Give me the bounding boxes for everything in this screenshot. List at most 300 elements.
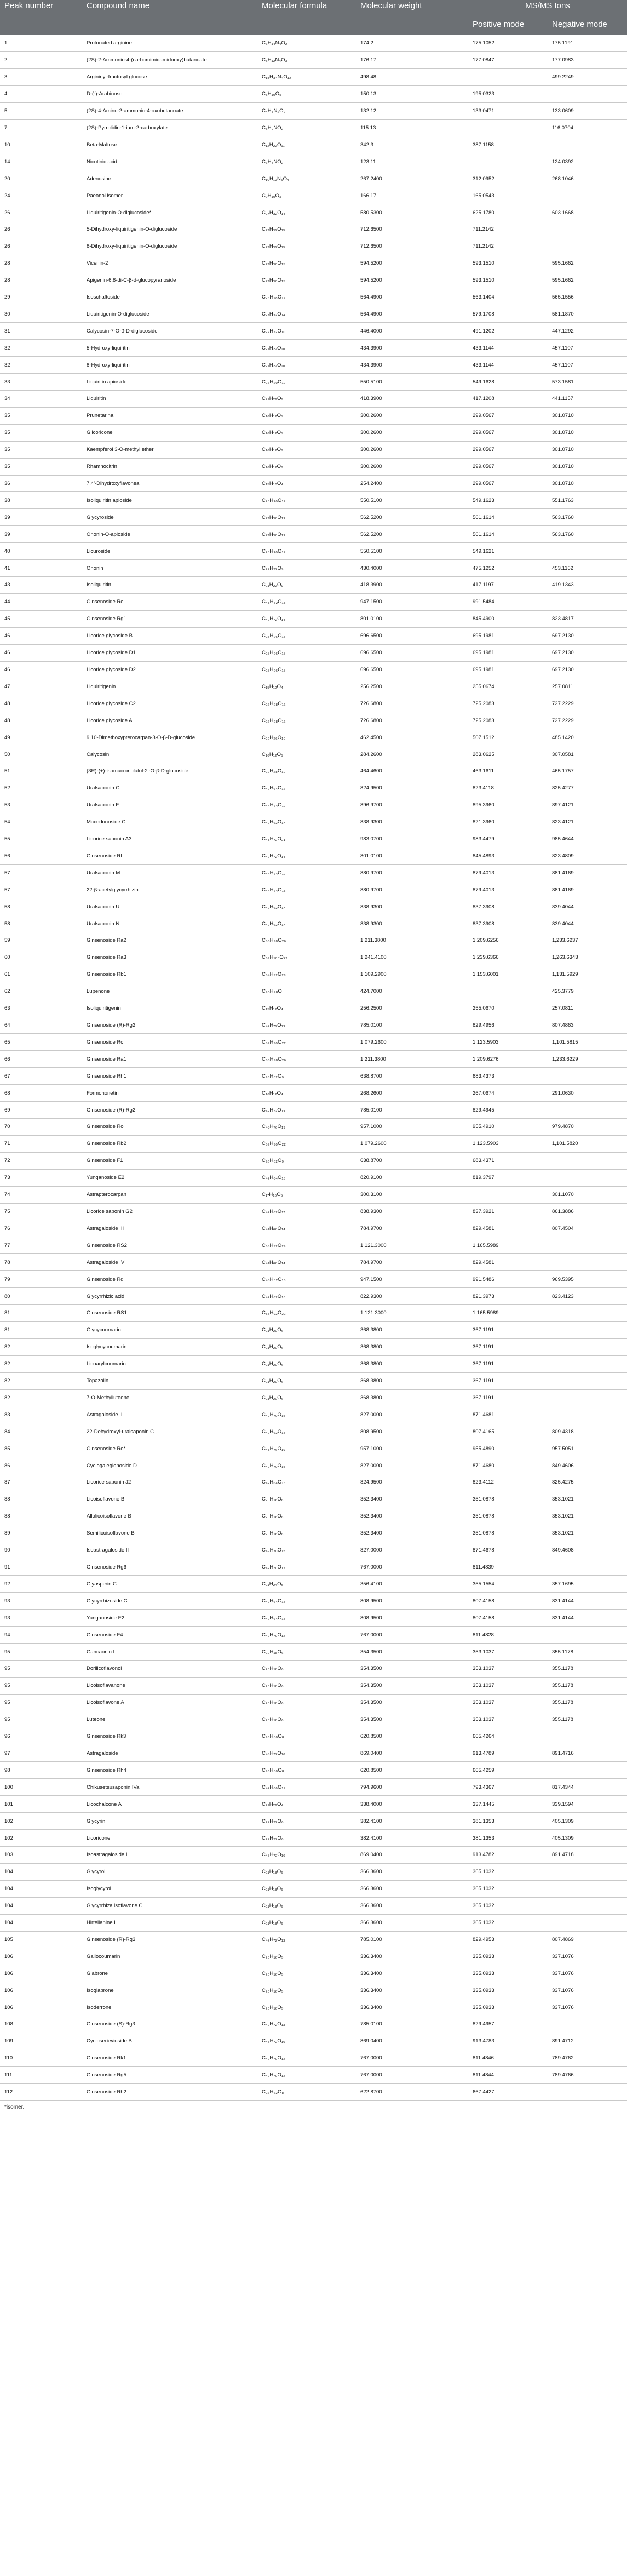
cell-peak-number: 46: [0, 627, 82, 644]
cell-positive-mode: 819.3797: [468, 1169, 548, 1186]
cell-molecular-formula: C₁₂H₂₂O₁₁: [257, 136, 356, 153]
table-row: [0, 1254, 627, 1271]
cell-peak-number: 98: [0, 1762, 82, 1779]
cell-molecular-weight: 957.1000: [356, 1119, 468, 1136]
cell-molecular-weight: 820.9100: [356, 1169, 468, 1186]
cell-positive-mode: 353.1037: [468, 1694, 548, 1711]
table-row: [0, 1745, 627, 1762]
cell-peak-number: 67: [0, 1068, 82, 1085]
cell-peak-number: 91: [0, 1559, 82, 1576]
cell-positive-mode: 793.4367: [468, 1779, 548, 1796]
cell-negative-mode: 124.0392: [548, 153, 627, 170]
cell-negative-mode: [548, 1102, 627, 1119]
table-row: [0, 797, 627, 814]
cell-molecular-formula: C₄₂H₆₄O₁₅: [257, 1610, 356, 1627]
cell-molecular-weight: 594.5200: [356, 255, 468, 272]
cell-negative-mode: 979.4870: [548, 1119, 627, 1136]
cell-compound-name: Licorice saponin G2: [82, 1203, 257, 1220]
cell-molecular-weight: 824.9500: [356, 1474, 468, 1491]
cell-compound-name: Cycloserievioside B: [82, 2033, 257, 2050]
cell-molecular-formula: C₁₆H₁₂O₅: [257, 746, 356, 763]
cell-positive-mode: 475.1252: [468, 560, 548, 577]
cell-compound-name: Uralsaponin M: [82, 865, 257, 881]
cell-molecular-weight: 785.0100: [356, 1017, 468, 1034]
cell-negative-mode: 823.4817: [548, 610, 627, 627]
cell-peak-number: 32: [0, 357, 82, 374]
cell-compound-name: Astragaloside III: [82, 1220, 257, 1237]
cell-peak-number: 81: [0, 1321, 82, 1338]
cell-molecular-weight: 354.3500: [356, 1644, 468, 1661]
cell-molecular-formula: C₄₂H₇₂O₁₃: [257, 1017, 356, 1034]
cell-compound-name: 8-Hydroxy-liquiritin: [82, 357, 257, 374]
cell-molecular-formula: C₂₇H₃₀O₁₃: [257, 509, 356, 526]
cell-peak-number: 68: [0, 1085, 82, 1102]
cell-positive-mode: 417.1197: [468, 577, 548, 594]
cell-negative-mode: [548, 1237, 627, 1254]
cell-positive-mode: 879.4013: [468, 865, 548, 881]
cell-negative-mode: [548, 1762, 627, 1779]
cell-positive-mode: 871.4680: [468, 1457, 548, 1474]
cell-molecular-weight: 562.5200: [356, 526, 468, 543]
cell-peak-number: 77: [0, 1237, 82, 1254]
cell-peak-number: 61: [0, 966, 82, 983]
cell-molecular-formula: C₄₂H₆₂O₁₇: [257, 1203, 356, 1220]
cell-positive-mode: 811.4846: [468, 2050, 548, 2066]
table-row: [0, 1406, 627, 1423]
table-row: [0, 1017, 627, 1034]
table-row: [0, 661, 627, 678]
cell-negative-mode: 807.4504: [548, 1220, 627, 1237]
cell-positive-mode: 593.1510: [468, 255, 548, 272]
cell-negative-mode: 301.0710: [548, 424, 627, 441]
cell-negative-mode: 985.4644: [548, 831, 627, 848]
table-row: [0, 1102, 627, 1119]
cell-peak-number: 106: [0, 1965, 82, 1982]
cell-peak-number: 34: [0, 391, 82, 408]
cell-molecular-formula: C₄₁H₆₈O₁₄: [257, 1220, 356, 1237]
cell-negative-mode: 861.3886: [548, 1203, 627, 1220]
cell-molecular-weight: 352.3400: [356, 1525, 468, 1542]
cell-compound-name: Ononin: [82, 560, 257, 577]
cell-compound-name: Calycosin: [82, 746, 257, 763]
cell-peak-number: 59: [0, 932, 82, 949]
cell-molecular-weight: 498.48: [356, 68, 468, 85]
cell-compound-name: Paeonol isomer: [82, 187, 257, 204]
header-molecular-weight: Molecular weight: [356, 0, 468, 35]
cell-positive-mode: [468, 983, 548, 1000]
cell-compound-name: Ginsenoside Re: [82, 593, 257, 610]
cell-peak-number: 62: [0, 983, 82, 1000]
cell-compound-name: Liquiritigenin-O-diglucoside*: [82, 204, 257, 221]
cell-positive-mode: 823.4112: [468, 1474, 548, 1491]
cell-compound-name: Calycosin-7-O-β-D-diglucoside: [82, 323, 257, 340]
cell-molecular-formula: C₂₀H₁₆O₅: [257, 1965, 356, 1982]
cell-positive-mode: 829.4957: [468, 2016, 548, 2033]
cell-compound-name: Astragaloside IV: [82, 1254, 257, 1271]
cell-molecular-weight: 712.6500: [356, 238, 468, 255]
cell-molecular-weight: 696.6500: [356, 627, 468, 644]
cell-peak-number: 80: [0, 1288, 82, 1305]
cell-peak-number: 48: [0, 695, 82, 712]
cell-peak-number: 58: [0, 898, 82, 915]
cell-peak-number: 93: [0, 1610, 82, 1627]
cell-peak-number: 88: [0, 1508, 82, 1525]
cell-positive-mode: 807.4165: [468, 1423, 548, 1440]
cell-negative-mode: 807.4863: [548, 1017, 627, 1034]
cell-positive-mode: 913.4782: [468, 1846, 548, 1863]
cell-peak-number: 102: [0, 1813, 82, 1830]
cell-compound-name: Ginsenoside RS2: [82, 1237, 257, 1254]
cell-peak-number: 4: [0, 85, 82, 102]
cell-compound-name: Glycyrrhiza isoflavone C: [82, 1897, 257, 1914]
cell-negative-mode: 823.4809: [548, 848, 627, 865]
cell-negative-mode: 825.4275: [548, 1474, 627, 1491]
table-row: [0, 1135, 627, 1152]
header-molecular-formula: Molecular formula: [257, 0, 356, 35]
cell-molecular-weight: 430.4000: [356, 560, 468, 577]
table-row: [0, 102, 627, 119]
cell-molecular-formula: C₂₇H₃₀O₁₅: [257, 255, 356, 272]
cell-positive-mode: 367.1191: [468, 1372, 548, 1389]
cell-molecular-formula: C₂₇H₃₂O₁₄: [257, 204, 356, 221]
table-row: [0, 68, 627, 85]
cell-positive-mode: 1,209.6276: [468, 1051, 548, 1068]
cell-positive-mode: 255.0670: [468, 1000, 548, 1017]
cell-compound-name: Ginsenoside (R)-Rg2: [82, 1102, 257, 1119]
cell-positive-mode: 711.2142: [468, 238, 548, 255]
cell-negative-mode: 353.1021: [548, 1508, 627, 1525]
cell-positive-mode: 807.4158: [468, 1593, 548, 1610]
cell-compound-name: Ononin-O-apioside: [82, 526, 257, 543]
cell-molecular-weight: 336.3400: [356, 1999, 468, 2016]
cell-compound-name: Ginsenoside F1: [82, 1152, 257, 1169]
cell-compound-name: Uralsaponin F: [82, 797, 257, 814]
cell-negative-mode: 551.1763: [548, 492, 627, 509]
cell-positive-mode: 549.1623: [468, 492, 548, 509]
cell-positive-mode: 177.0847: [468, 51, 548, 68]
cell-molecular-formula: C₅₃H₉₀O₂₂: [257, 1135, 356, 1152]
cell-peak-number: 30: [0, 306, 82, 323]
cell-compound-name: Ginsenoside Ra1: [82, 1051, 257, 1068]
cell-molecular-weight: 1,079.2600: [356, 1135, 468, 1152]
table-row: [0, 187, 627, 204]
cell-molecular-weight: 622.8700: [356, 2083, 468, 2100]
cell-molecular-weight: 354.3500: [356, 1694, 468, 1711]
cell-compound-name: Glycyrin: [82, 1813, 257, 1830]
cell-positive-mode: 195.0323: [468, 85, 548, 102]
cell-molecular-formula: C₃₅H₃₆O₁₅: [257, 644, 356, 661]
cell-molecular-formula: C₂₀H₁₈O₆: [257, 1711, 356, 1728]
cell-negative-mode: [548, 238, 627, 255]
cell-peak-number: 51: [0, 763, 82, 780]
cell-compound-name: Ginsenoside Rg1: [82, 610, 257, 627]
cell-compound-name: Glyasperin C: [82, 1576, 257, 1593]
table-row: [0, 2050, 627, 2066]
table-row: [0, 966, 627, 983]
cell-molecular-formula: C₂₁H₂₀O₆: [257, 1372, 356, 1389]
cell-positive-mode: 845.4893: [468, 848, 548, 865]
cell-molecular-weight: 336.3400: [356, 1965, 468, 1982]
cell-negative-mode: [548, 1169, 627, 1186]
table-row: [0, 932, 627, 949]
cell-negative-mode: 969.5395: [548, 1271, 627, 1288]
cell-peak-number: 3: [0, 68, 82, 85]
cell-molecular-weight: 767.0000: [356, 2066, 468, 2083]
cell-negative-mode: [548, 2016, 627, 2033]
table-row: [0, 577, 627, 594]
table-row: [0, 1559, 627, 1576]
cell-positive-mode: 913.4789: [468, 1745, 548, 1762]
cell-negative-mode: 447.1292: [548, 323, 627, 340]
cell-molecular-formula: C₅₃H₉₀O₂₂: [257, 1034, 356, 1051]
cell-molecular-weight: 638.8700: [356, 1068, 468, 1085]
cell-molecular-weight: 132.12: [356, 102, 468, 119]
cell-peak-number: 24: [0, 187, 82, 204]
cell-negative-mode: 465.1757: [548, 763, 627, 780]
cell-positive-mode: 879.4013: [468, 881, 548, 898]
table-row: [0, 1169, 627, 1186]
cell-compound-name: Ginsenoside Rg6: [82, 1559, 257, 1576]
cell-compound-name: Isoschaftoside: [82, 289, 257, 306]
table-row: [0, 357, 627, 374]
table-body: [0, 35, 627, 2100]
table-row: [0, 1051, 627, 1068]
table-row: [0, 1914, 627, 1931]
cell-negative-mode: 301.0710: [548, 475, 627, 492]
cell-negative-mode: [548, 2083, 627, 2100]
cell-positive-mode: 725.2083: [468, 712, 548, 729]
cell-negative-mode: 353.1021: [548, 1491, 627, 1508]
cell-compound-name: Yunganoside E2: [82, 1610, 257, 1627]
cell-peak-number: 106: [0, 1948, 82, 1965]
cell-compound-name: Cyclogalegionoside D: [82, 1457, 257, 1474]
cell-molecular-formula: C₅₅H₉₂O₂₃: [257, 1304, 356, 1321]
cell-positive-mode: 365.1032: [468, 1914, 548, 1931]
cell-molecular-weight: 1,241.4100: [356, 949, 468, 966]
cell-peak-number: 28: [0, 255, 82, 272]
cell-positive-mode: 283.0625: [468, 746, 548, 763]
table-row: [0, 1321, 627, 1338]
cell-negative-mode: 697.2130: [548, 644, 627, 661]
cell-positive-mode: 561.1614: [468, 509, 548, 526]
cell-positive-mode: 1,123.5903: [468, 1135, 548, 1152]
cell-molecular-formula: C₂₀H₁₈O₆: [257, 1644, 356, 1661]
cell-positive-mode: 667.4427: [468, 2083, 548, 2100]
cell-compound-name: (3R)-(+)-isomucronulatol-2'-O-β-D-glucoside: [82, 763, 257, 780]
cell-negative-mode: 337.1076: [548, 1948, 627, 1965]
cell-peak-number: 44: [0, 593, 82, 610]
cell-negative-mode: [548, 1914, 627, 1931]
cell-peak-number: 92: [0, 1576, 82, 1593]
cell-molecular-weight: 174.2: [356, 35, 468, 51]
cell-molecular-weight: 562.5200: [356, 509, 468, 526]
table-row: [0, 593, 627, 610]
cell-molecular-weight: 382.4100: [356, 1830, 468, 1847]
cell-positive-mode: 983.4479: [468, 831, 548, 848]
cell-negative-mode: [548, 136, 627, 153]
cell-negative-mode: 897.4121: [548, 797, 627, 814]
cell-molecular-weight: 1,121.3000: [356, 1237, 468, 1254]
cell-molecular-weight: 550.5100: [356, 374, 468, 391]
cell-molecular-weight: 767.0000: [356, 1559, 468, 1576]
table-row: [0, 1948, 627, 1965]
cell-positive-mode: 829.4953: [468, 1931, 548, 1948]
cell-compound-name: Ginsenoside RS1: [82, 1304, 257, 1321]
cell-molecular-formula: C₄₅H₇₂O₁₆: [257, 2033, 356, 2050]
cell-molecular-formula: C₅₈H₉₈O₂₆: [257, 1051, 356, 1068]
cell-positive-mode: 353.1037: [468, 1661, 548, 1678]
cell-molecular-formula: C₂₁H₁₈O₆: [257, 1914, 356, 1931]
cell-molecular-formula: C₁₀H₁₃N₅O₄: [257, 170, 356, 187]
cell-compound-name: Ginsenoside (R)-Rg2: [82, 1017, 257, 1034]
cell-peak-number: 43: [0, 577, 82, 594]
cell-molecular-weight: 284.2600: [356, 746, 468, 763]
cell-molecular-formula: C₂₀H₁₆O₆: [257, 1508, 356, 1525]
cell-peak-number: 31: [0, 323, 82, 340]
cell-compound-name: Astragaloside I: [82, 1745, 257, 1762]
cell-peak-number: 28: [0, 272, 82, 289]
cell-molecular-weight: 424.7000: [356, 983, 468, 1000]
cell-molecular-formula: C₃₅H₃₆O₁₅: [257, 661, 356, 678]
table-row: [0, 1661, 627, 1678]
table-row: [0, 1644, 627, 1661]
cell-peak-number: 35: [0, 458, 82, 475]
cell-negative-mode: [548, 1355, 627, 1372]
cell-compound-name: Uralsaponin C: [82, 780, 257, 797]
cell-molecular-weight: 880.9700: [356, 881, 468, 898]
cell-positive-mode: 365.1032: [468, 1863, 548, 1880]
cell-peak-number: 33: [0, 374, 82, 391]
cell-molecular-weight: 550.5100: [356, 492, 468, 509]
cell-compound-name: Licoisoflavanone: [82, 1677, 257, 1694]
table-row: [0, 35, 627, 51]
cell-compound-name: Ginsenoside (S)-Rg3: [82, 2016, 257, 2033]
cell-negative-mode: 301.0710: [548, 458, 627, 475]
cell-compound-name: Vicenin-2: [82, 255, 257, 272]
cell-molecular-formula: C₄₁H₆₈O₁₄: [257, 1254, 356, 1271]
cell-positive-mode: 821.3960: [468, 814, 548, 831]
cell-positive-mode: 811.4828: [468, 1627, 548, 1644]
cell-peak-number: 89: [0, 1525, 82, 1542]
cell-negative-mode: 697.2130: [548, 661, 627, 678]
cell-peak-number: 50: [0, 746, 82, 763]
cell-molecular-weight: 336.3400: [356, 1948, 468, 1965]
cell-molecular-formula: C₅H₁₂N₄O₃: [257, 51, 356, 68]
table-row: [0, 509, 627, 526]
cell-molecular-formula: C₄₄H₆₄O₁₈: [257, 881, 356, 898]
cell-peak-number: 85: [0, 1440, 82, 1457]
cell-molecular-formula: C₁₆H₁₂O₄: [257, 1085, 356, 1102]
cell-molecular-formula: C₄₂H₇₂O₁₃: [257, 1102, 356, 1119]
cell-negative-mode: [548, 1254, 627, 1271]
cell-molecular-weight: 550.5100: [356, 543, 468, 560]
cell-compound-name: Allolicoisoflavone B: [82, 1508, 257, 1525]
table-row: [0, 475, 627, 492]
table-row: [0, 2083, 627, 2100]
cell-compound-name: Licorice saponin J2: [82, 1474, 257, 1491]
cell-peak-number: 46: [0, 661, 82, 678]
cell-molecular-weight: 368.3800: [356, 1389, 468, 1406]
cell-compound-name: (2S)-4-Amino-2-ammonio-4-oxobutanoate: [82, 102, 257, 119]
cell-peak-number: 97: [0, 1745, 82, 1762]
cell-molecular-weight: 1,211.3800: [356, 1051, 468, 1068]
cell-molecular-formula: C₂₃H₂₆O₁₀: [257, 729, 356, 746]
cell-molecular-formula: C₂₀H₁₈O₆: [257, 1677, 356, 1694]
cell-molecular-weight: 352.3400: [356, 1491, 468, 1508]
cell-molecular-weight: 712.6500: [356, 221, 468, 238]
cell-molecular-weight: 785.0100: [356, 1931, 468, 1948]
cell-molecular-formula: C₂₂H₂₂O₆: [257, 1813, 356, 1830]
cell-positive-mode: 507.1512: [468, 729, 548, 746]
table-row: [0, 1119, 627, 1136]
cell-positive-mode: 1,165.5989: [468, 1304, 548, 1321]
cell-molecular-formula: C₂₁H₂₀O₆: [257, 1355, 356, 1372]
table-row: [0, 51, 627, 68]
table-row: [0, 543, 627, 560]
table-row: [0, 610, 627, 627]
cell-molecular-weight: 300.2600: [356, 441, 468, 458]
cell-positive-mode: 267.0674: [468, 1085, 548, 1102]
cell-molecular-weight: 564.4900: [356, 306, 468, 323]
cell-compound-name: 22-Dehydroxyl-uralsaponin C: [82, 1423, 257, 1440]
table-row: [0, 1034, 627, 1051]
cell-molecular-formula: C₄₈H₇₆O₁₉: [257, 1119, 356, 1136]
table-row: [0, 1389, 627, 1406]
table-row: [0, 1897, 627, 1914]
cell-negative-mode: 563.1760: [548, 509, 627, 526]
cell-positive-mode: 165.0543: [468, 187, 548, 204]
cell-molecular-formula: C₃₀H₄₈O: [257, 983, 356, 1000]
cell-positive-mode: 299.0567: [468, 458, 548, 475]
cell-molecular-formula: C₂₇H₃₀O₁₅: [257, 272, 356, 289]
cell-compound-name: 5-Dihydroxy-liquiritigenin-O-diglucoside: [82, 221, 257, 238]
cell-molecular-formula: C₄₅H₇₂O₁₆: [257, 1745, 356, 1762]
cell-molecular-weight: 827.0000: [356, 1406, 468, 1423]
cell-peak-number: 58: [0, 915, 82, 932]
cell-negative-mode: 257.0811: [548, 678, 627, 695]
table-row: [0, 391, 627, 408]
cell-positive-mode: 387.1158: [468, 136, 548, 153]
cell-positive-mode: 549.1628: [468, 374, 548, 391]
cell-compound-name: Isoglycycoumarin: [82, 1338, 257, 1355]
cell-negative-mode: [548, 1068, 627, 1085]
cell-molecular-formula: C₉H₁₀O₃: [257, 187, 356, 204]
cell-positive-mode: [468, 119, 548, 136]
cell-positive-mode: 351.0878: [468, 1525, 548, 1542]
cell-molecular-formula: C₂₀H₁₆O₅: [257, 1948, 356, 1965]
table-row: [0, 1542, 627, 1559]
cell-molecular-formula: C₂₆H₃₀O₁₃: [257, 492, 356, 509]
cell-negative-mode: 809.4318: [548, 1423, 627, 1440]
cell-peak-number: 109: [0, 2033, 82, 2050]
cell-compound-name: Licorice glycoside A: [82, 712, 257, 729]
cell-peak-number: 79: [0, 1271, 82, 1288]
cell-molecular-weight: 801.0100: [356, 848, 468, 865]
cell-molecular-weight: 434.3900: [356, 357, 468, 374]
cell-molecular-formula: C₂₁H₂₀O₆: [257, 1389, 356, 1406]
cell-molecular-formula: C₄₂H₆₄O₁₅: [257, 1593, 356, 1610]
cell-molecular-weight: 418.3900: [356, 577, 468, 594]
cell-negative-mode: 823.4123: [548, 1288, 627, 1305]
cell-molecular-formula: C₄₅H₇₂O₁₆: [257, 1846, 356, 1863]
cell-molecular-formula: C₂₀H₁₆O₆: [257, 1525, 356, 1542]
cell-molecular-weight: 801.0100: [356, 610, 468, 627]
cell-molecular-weight: 300.2600: [356, 458, 468, 475]
cell-compound-name: Astragaloside II: [82, 1406, 257, 1423]
cell-peak-number: 41: [0, 560, 82, 577]
table-row: [0, 644, 627, 661]
cell-peak-number: 86: [0, 1457, 82, 1474]
